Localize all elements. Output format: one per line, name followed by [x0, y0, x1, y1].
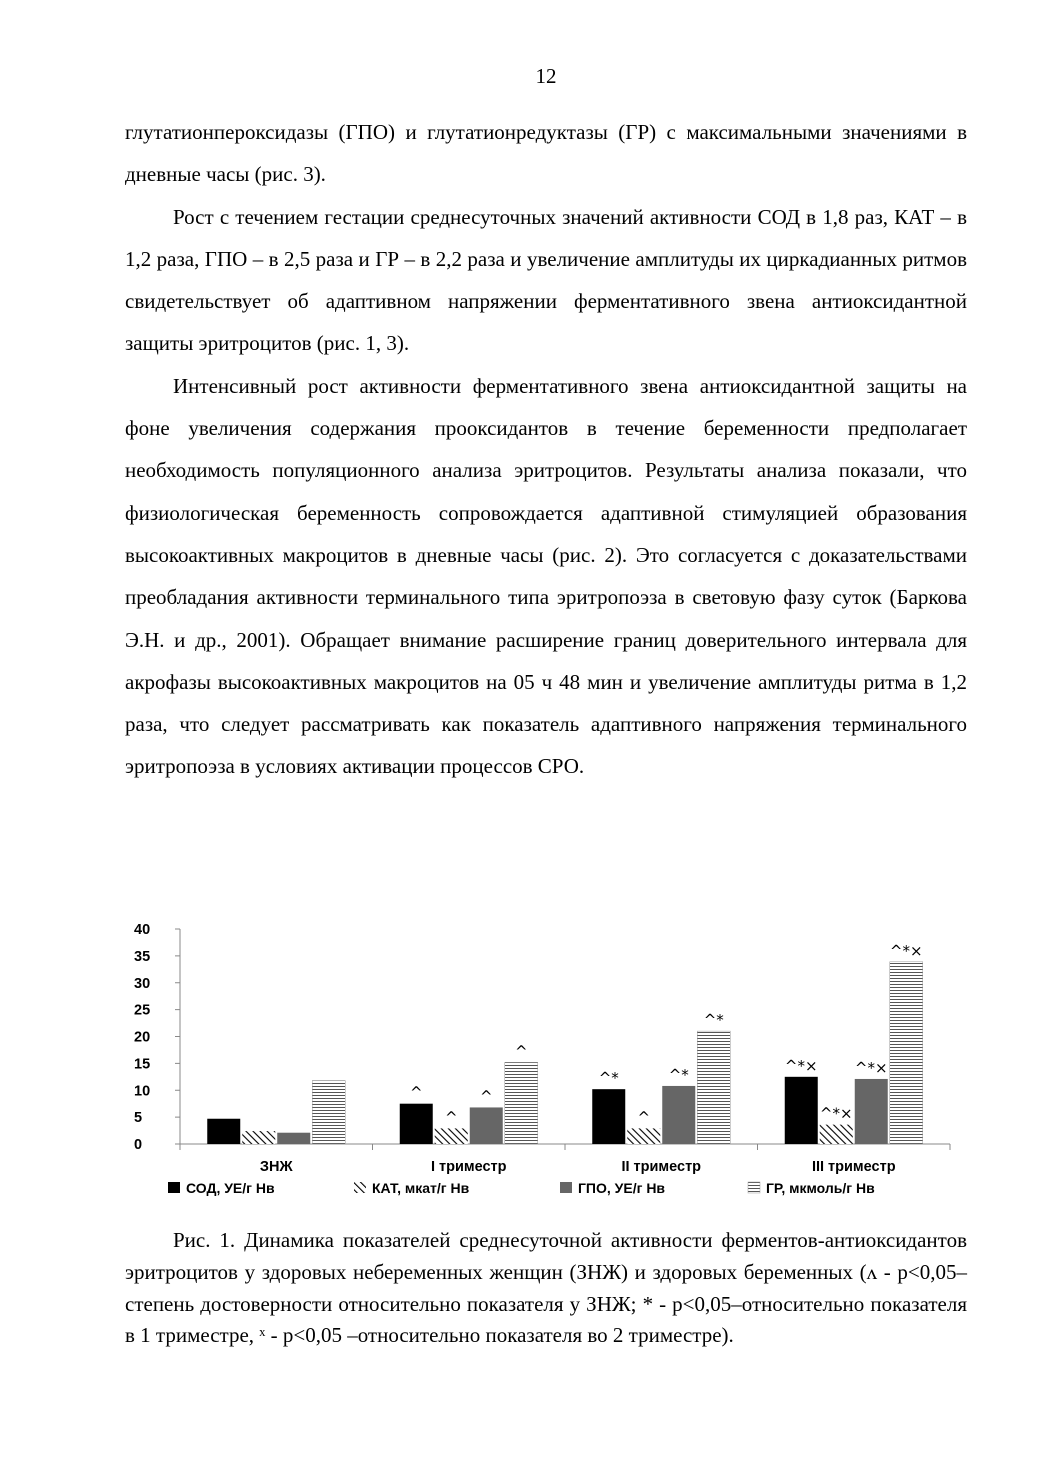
x-category-label: II триместр — [621, 1159, 702, 1175]
y-tick-label: 15 — [134, 1056, 151, 1073]
y-tick-label: 20 — [134, 1029, 151, 1046]
bar — [697, 1031, 730, 1144]
bar — [505, 1062, 538, 1144]
bar — [820, 1125, 853, 1144]
bar — [785, 1077, 818, 1144]
legend-label: ГР, мкмоль/г Нв — [766, 1180, 875, 1196]
bar — [470, 1107, 503, 1144]
significance-annotation: ^* — [703, 1011, 724, 1030]
legend-swatch — [748, 1182, 760, 1193]
significance-annotation: ^*× — [819, 1104, 853, 1123]
significance-annotation: ^*× — [784, 1056, 818, 1075]
significance-annotation: ^ — [637, 1108, 651, 1127]
bar — [662, 1086, 695, 1144]
y-tick-label: 10 — [134, 1083, 151, 1100]
significance-annotation: ^ — [409, 1083, 423, 1102]
bar — [400, 1104, 433, 1144]
page-number: 12 — [535, 64, 557, 88]
bar — [242, 1131, 275, 1144]
legend-label: КАТ, мкат/г Нв — [372, 1180, 470, 1196]
x-category-label: ЗНЖ — [259, 1159, 293, 1175]
y-tick-label: 30 — [134, 975, 151, 992]
x-category-label: III триместр — [811, 1159, 896, 1175]
significance-annotation: ^ — [444, 1108, 458, 1127]
legend-swatch — [354, 1182, 366, 1193]
bar — [277, 1133, 310, 1144]
body-text — [125, 111, 967, 788]
legend-label: СОД, УЕ/г Нв — [186, 1180, 275, 1196]
y-tick-label: 0 — [134, 1137, 143, 1153]
legend-swatch — [560, 1182, 572, 1193]
significance-annotation: ^*× — [854, 1058, 888, 1077]
bar — [592, 1089, 625, 1144]
figure-caption: Рис. 1. Динамика показателей среднесуточной активности ферментов-антиоксидантов эритроцитов у здоровых небеременных женщин (ЗНЖ) и здоровых беременных (ʌ - p<0,05– степень достоверности относительно показателя у ЗНЖ; * - p<0,05–относительно показателя в 1 триместре, ˣ - p<0,05 –относительно показателя во 2 триместре). — [125, 1228, 967, 1348]
significance-annotation: ^ — [514, 1042, 528, 1061]
paragraph-2: Рост с течением гестации среднесуточных значений активности СОД в 1,8 раз, КАТ – в 1,2 раза, ГПО – в 2,5 раза и ГР – в 2,2 раза и увеличение амплитуды их циркадианных ритмов свидетельствует об адаптивном напряжении ферментативного звена антиоксидантной защиты эритроцитов (рис. 1, 3). — [125, 204, 967, 356]
y-tick-label: 25 — [134, 1002, 151, 1019]
y-tick-label: 40 — [134, 922, 151, 938]
significance-annotation: ^ — [479, 1087, 493, 1106]
bar — [207, 1119, 240, 1144]
significance-annotation: ^* — [598, 1069, 619, 1088]
bar — [855, 1079, 888, 1144]
bar — [890, 962, 923, 1144]
paragraph-3: Интенсивный рост активности ферментативного звена антиоксидантной защиты на фоне увеличения содержания прооксидантов в течение беременности предполагает необходимость популяционного анализа эритроцитов. Результаты анализа показали, что физиологическая беременность сопровождается адаптивной стимуляцией образования высокоактивных макроцитов в дневные часы (рис. 2). Это согласуется с доказательствами преобладания активности терминального типа эритропоэза в световую фазу суток (Баркова Э.Н. и др., 2001). Обращает внимание расширение границ доверительного интервала для акрофазы высокоактивных макроцитов на 05 ч 48 мин и увеличение амплитуды ритма в 1,2 раза, что следует рассматривать как показатель адаптивного напряжения терминального эритропоэза в условиях активации процессов СРО. — [125, 373, 967, 779]
paragraph-1: глутатионпероксидазы (ГПО) и глутатионредуктазы (ГР) с максимальными значениями в дневные часы (рис. 3). — [125, 120, 967, 187]
bar — [435, 1128, 468, 1144]
bar — [627, 1128, 660, 1144]
bar — [312, 1081, 345, 1144]
y-tick-label: 35 — [134, 948, 151, 965]
x-category-label: I триместр — [430, 1159, 507, 1175]
legend-swatch — [168, 1182, 180, 1193]
y-tick-label: 5 — [134, 1110, 143, 1127]
significance-annotation: ^*× — [889, 941, 923, 960]
legend-label: ГПО, УЕ/г Нв — [578, 1180, 666, 1196]
significance-annotation: ^* — [668, 1065, 689, 1084]
bar-chart — [128, 915, 958, 1215]
